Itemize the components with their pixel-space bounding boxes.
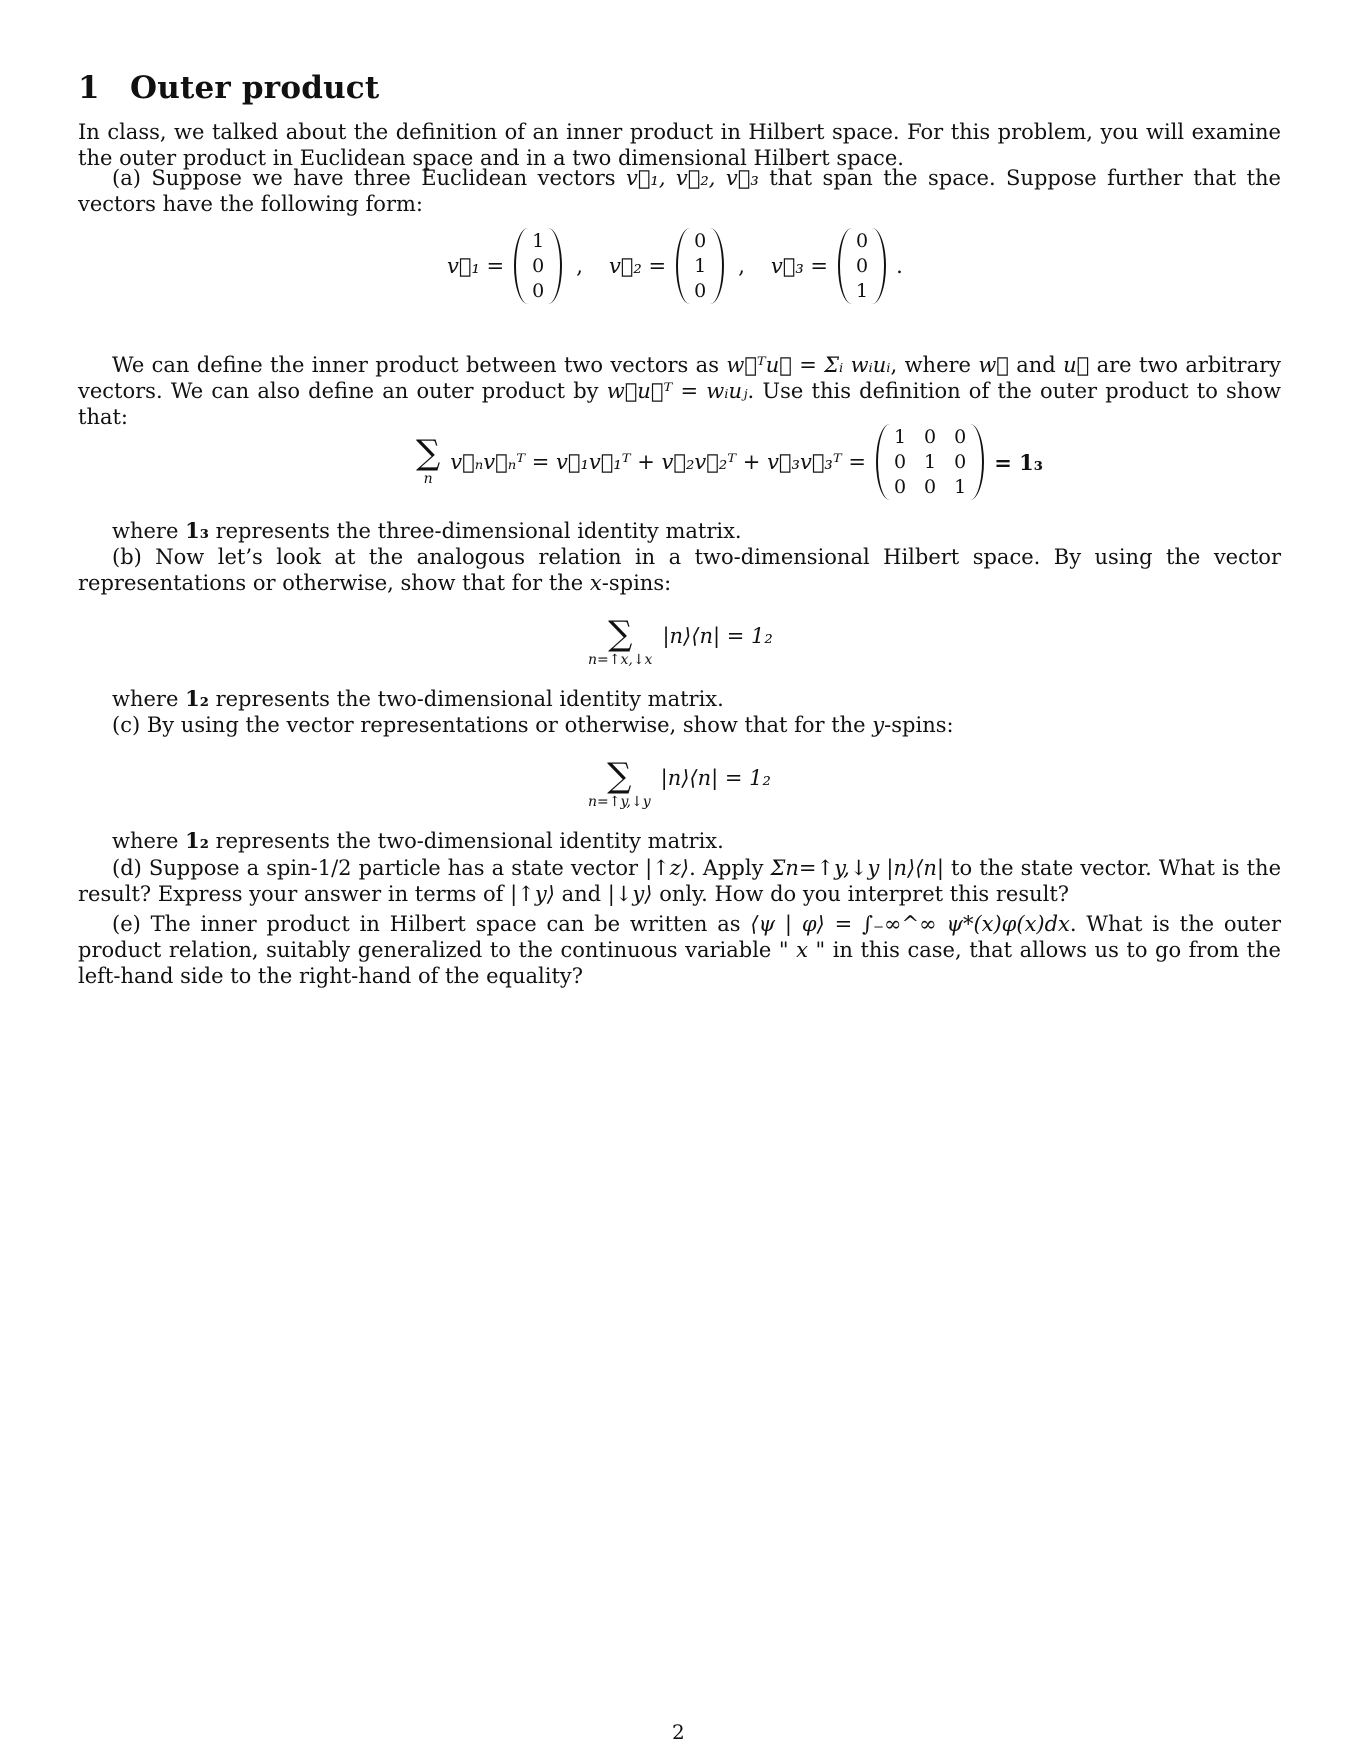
v2-entry: 0 [694,280,707,302]
v3-label: v⃗₃ = [770,254,829,278]
v3-vector [838,228,886,304]
part-c-text: (c) By using the vector representations or otherwise, show that for the [112,713,866,737]
u-vector: u⃗ [1063,353,1090,377]
section-title: Outer product [130,70,380,106]
part-c-paragraph [78,712,1281,738]
v1-vector [514,228,562,304]
matrix-entry: 0 [893,451,907,473]
page-number: 2 [672,1720,685,1744]
where-text: where [112,829,179,853]
part-b-text: (b) Now let’s look at the analogous relation in a two-dimensional Hilbert space. By using the vector representations or otherwise, show that for the [78,545,1281,595]
v3-entry: 1 [856,280,869,302]
where-12-paragraph [78,686,1281,712]
sum-index: n [423,471,433,487]
part-a-paragraph [78,165,1281,217]
completeness-3d-equation [416,424,1043,500]
identity-2-symbol: 1₂ [185,828,209,853]
inner-text-3: are two arbitrary vectors. We can also define an outer product by [78,353,1281,403]
part-b-variable: x [589,571,602,595]
intro-paragraph [78,119,1281,171]
part-e-text-3: " in this case, that allows us to go from the left-hand side to the right-hand of the equality? [78,938,1281,988]
part-a-vectors: v⃗₁, v⃗₂, v⃗₃ [625,166,759,190]
part-a-text-2: that span the space. Suppose further that the vectors have the following form: [78,166,1281,216]
inner-text: We can define the inner product between two vectors as [112,353,719,377]
inner-product-paragraph [78,352,1281,430]
part-a-text: (a) Suppose we have three Euclidean vectors [112,166,616,190]
sum-lhs: v⃗ₙv⃗ₙᵀ = v⃗₁v⃗₁ᵀ + v⃗₂v⃗₂ᵀ + v⃗₃v⃗₃ᵀ = [450,450,866,474]
outer-product-eq: w⃗u⃗ᵀ = wᵢuⱼ [606,379,748,403]
where-13-text: represents the three-dimensional identity matrix. [215,519,742,543]
part-b-text-2: -spins: [601,571,672,595]
matrix-entry: 0 [954,451,967,473]
sum-symbol: ∑ n [416,433,441,487]
identity-2-symbol: 1₂ [185,686,209,711]
inner-text-2: , where [890,353,971,377]
where-12b-text: represents the two-dimensional identity matrix. [215,829,724,853]
section-number: 1 [78,70,100,106]
part-b-paragraph [78,544,1281,596]
part-d-text-3: to the state vector. What is the result? Express your answer in terms of [78,856,1282,906]
matrix-entry: 1 [954,476,967,498]
part-d-text-4: only. How do you interpret this result? [659,882,1070,906]
identity-3-symbol: = 1₃ [994,449,1043,475]
matrix-entry: 1 [893,426,907,448]
matrix-entry: 1 [924,451,937,473]
part-e-paragraph [78,911,1281,989]
matrix-entry: 0 [924,426,937,448]
sum-symbol: ∑ n=↑x,↓x [588,614,653,668]
x-spin-completeness [588,614,773,668]
matrix-entry: 0 [893,476,907,498]
v2-vector [676,228,724,304]
sum-y-index: n=↑y,↓y [588,794,651,810]
projection-operator: Σn=↑y,↓y |n⟩⟨n| [770,856,944,880]
part-d-text: (d) Suppose a spin-1/2 particle has a state vector [112,856,639,880]
sum-x-body: |n⟩⟨n| = 1₂ [662,624,773,648]
identity-3-symbol: 1₃ [185,518,209,543]
v2-entry: 1 [694,255,707,277]
identity-matrix-3 [876,424,984,500]
inner-product-integral: ⟨ψ | φ⟩ = ∫₋∞^∞ ψ*(x)φ(x)dx [750,912,1070,936]
sum-x-index: n=↑x,↓x [588,652,653,668]
inner-product-eq: w⃗ᵀu⃗ = Σᵢ wᵢuᵢ [726,353,891,377]
section-heading [78,70,379,106]
part-c-variable: y [872,713,885,737]
w-vector: w⃗ [978,353,1009,377]
part-d-and: and [561,882,602,906]
ket-down-y: |↓y⟩ [607,882,653,906]
v3-entry: 0 [856,230,869,252]
matrix-entry: 0 [954,426,967,448]
v1-entry: 1 [532,230,545,252]
part-e-text-2: . What is the outer product relation, suitably generalized to the continuous variable " [78,912,1281,962]
where-text: where [112,687,179,711]
ket-up-z: |↑z⟩ [645,856,690,880]
outer-text: . Use this definition of the outer product to show that: [78,379,1281,429]
where-12-text: represents the two-dimensional identity matrix. [215,687,724,711]
where-12b-paragraph [78,828,1281,854]
sum-symbol: ∑ n=↑y,↓y [588,756,651,810]
y-spin-completeness [588,756,771,810]
where-text: where [112,519,179,543]
where-13-paragraph [78,518,1281,544]
continuous-variable: x [796,938,808,962]
part-d-text-2: . Apply [689,856,764,880]
v2-entry: 0 [694,230,707,252]
sum-y-body: |n⟩⟨n| = 1₂ [660,766,771,790]
part-d-paragraph [78,855,1281,907]
ket-up-y: |↑y⟩ [510,882,555,906]
inner-and: and [1016,353,1056,377]
vectors-equation: v⃗₁ = 1 0 0 , v⃗₂ = 0 1 0 , v⃗₃ = 0 0 1 . [447,230,903,302]
intro-text: In class, we talked about the definition of an inner product in Hilbert space. For this problem, you will examine the outer product in Euclidean space and in a two dimensional Hilbert space. [78,120,1281,170]
v2-label: v⃗₂ = [608,254,667,278]
matrix-entry: 0 [924,476,937,498]
v1-label: v⃗₁ = [447,254,505,278]
v1-entry: 0 [532,280,545,302]
v1-entry: 0 [532,255,545,277]
part-c-text-2: -spins: [884,713,954,737]
part-e-text: (e) The inner product in Hilbert space can be written as [112,912,741,936]
v3-entry: 0 [856,255,869,277]
